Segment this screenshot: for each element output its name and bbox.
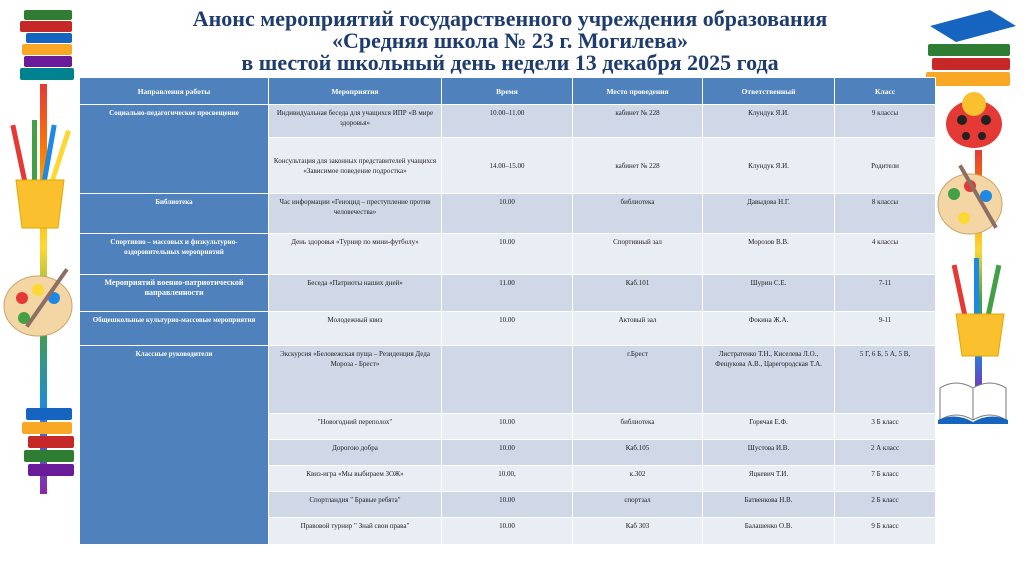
place-cell: кабинет № 228 (573, 105, 703, 138)
palette-icon (934, 160, 1006, 240)
class-cell: 7 Б класс (835, 466, 936, 492)
time-cell: 10.00 (442, 492, 573, 518)
place-cell: Каб.101 (573, 275, 703, 312)
events-table (79, 77, 936, 545)
pencil-cup-icon (950, 258, 1012, 358)
direction-cell: Мероприятий военно-патриотической направленности (80, 275, 269, 312)
responsible-cell: Фокина Ж.А. (703, 312, 835, 346)
time-cell: 10.00 (442, 518, 573, 545)
responsible-cell: Шурин С.Е. (703, 275, 835, 312)
class-cell: 5 Г, 6 Б, 5 А, 5 В, (835, 346, 936, 414)
responsible-cell: Батвенкова Н.В. (703, 492, 835, 518)
place-cell: Каб 303 (573, 518, 703, 545)
direction-cell: Социально-педагогическое просвещение (80, 105, 269, 194)
direction-cell: Классные руководители (80, 346, 269, 545)
place-cell: Спортивный зал (573, 234, 703, 275)
time-cell: 10.00 (442, 194, 573, 234)
table-row (80, 312, 936, 346)
column-header-class: Класс (835, 78, 936, 105)
time-cell: 10.00–11.00 (442, 105, 573, 138)
column-header-event: Мероприятия (269, 78, 442, 105)
event-cell: Молодежный квиз (269, 312, 442, 346)
class-cell: 7-11 (835, 275, 936, 312)
table-header-row (80, 78, 936, 105)
class-cell: 8 классы (835, 194, 936, 234)
palette-icon (2, 262, 78, 342)
books-stack-icon (18, 4, 80, 84)
place-cell: г.Брест (573, 346, 703, 414)
event-cell: Квиз-игра «Мы выбираем ЗОЖ» (269, 466, 442, 492)
event-cell: Час информации «Геноцид – преступление против человечества» (269, 194, 442, 234)
event-cell: Беседа «Патриоты наших дней» (269, 275, 442, 312)
pencil-cup-icon (8, 120, 72, 230)
class-cell: 9-11 (835, 312, 936, 346)
responsible-cell: Морозов В.В. (703, 234, 835, 275)
responsible-cell: Давыдова Н.Г. (703, 194, 835, 234)
table-row (80, 194, 936, 234)
event-cell: Индивидуальная беседа для учащихся ИПР «В мире здоровья» (269, 105, 442, 138)
time-cell (442, 346, 573, 414)
time-cell: 10.00 (442, 440, 573, 466)
place-cell: Каб.105 (573, 440, 703, 466)
time-cell: 10.00 (442, 414, 573, 440)
books-stack-icon (22, 404, 78, 478)
page-title (110, 8, 910, 74)
time-cell: 11.00 (442, 275, 573, 312)
class-cell: 9 классы (835, 105, 936, 138)
event-cell: Консультация для законных представителей учащихся «Зависимое поведение подростка» (269, 138, 442, 194)
event-cell: Спортландия " Бравые ребята" (269, 492, 442, 518)
event-cell: День здоровья «Турнир по мини-футболу» (269, 234, 442, 275)
event-cell: Экскурсия «Беловежская пуща – Резиденция Деда Мороза - Брест» (269, 346, 442, 414)
place-cell: Актовый зал (573, 312, 703, 346)
responsible-cell: Листратенко Т.Н., Киселева Л.О., Фещукова А.В., Царегородская Т.А. (703, 346, 835, 414)
responsible-cell: Яцкевич Т.И. (703, 466, 835, 492)
class-cell: 4 классы (835, 234, 936, 275)
place-cell: библиотека (573, 194, 703, 234)
responsible-cell: Балашенко О.В. (703, 518, 835, 545)
class-cell: 9 Б класс (835, 518, 936, 545)
event-cell: Дорогою добра (269, 440, 442, 466)
table-row (80, 275, 936, 312)
time-cell: 14.00–15.00 (442, 138, 573, 194)
event-cell: Правовой турнир " Знай свои права" (269, 518, 442, 545)
column-header-direction: Направления работы (80, 78, 269, 105)
class-cell: 2 А класс (835, 440, 936, 466)
time-cell: 10.00 (442, 312, 573, 346)
column-header-place: Место проведения (573, 78, 703, 105)
title-line-1: Анонс мероприятий государственного учреждения образования (192, 6, 828, 31)
title-line-2: «Средняя школа № 23 г. Могилева» (332, 28, 688, 53)
ladybug-icon (938, 90, 1010, 152)
column-header-responsible: Ответственный (703, 78, 835, 105)
place-cell: спортзал (573, 492, 703, 518)
responsible-cell: Горячая Е.Ф. (703, 414, 835, 440)
place-cell: библиотека (573, 414, 703, 440)
responsible-cell: Шустова И.В. (703, 440, 835, 466)
responsible-cell: Клундук Я.И. (703, 105, 835, 138)
place-cell: к.302 (573, 466, 703, 492)
time-cell: 10.00, (442, 466, 573, 492)
responsible-cell: Клундук Я.И. (703, 138, 835, 194)
direction-cell: Общешкольные культурно-массовые мероприятия (80, 312, 269, 346)
event-cell: "Новогодний переполох" (269, 414, 442, 440)
direction-cell: Библиотека (80, 194, 269, 234)
class-cell: 2 Б класс (835, 492, 936, 518)
direction-cell: Спортивно – массовых и физкультурно-оздоровительных мероприятий (80, 234, 269, 275)
table-row (80, 346, 936, 414)
table-row (80, 234, 936, 275)
class-cell: 3 Б класс (835, 414, 936, 440)
class-cell: Родители (835, 138, 936, 194)
column-header-time: Время (442, 78, 573, 105)
time-cell: 10.00 (442, 234, 573, 275)
open-book-icon (936, 374, 1010, 426)
place-cell: кабинет № 228 (573, 138, 703, 194)
title-line-3: в шестой школьный день недели 13 декабря 2025 года (241, 50, 779, 75)
table-row (80, 105, 936, 138)
